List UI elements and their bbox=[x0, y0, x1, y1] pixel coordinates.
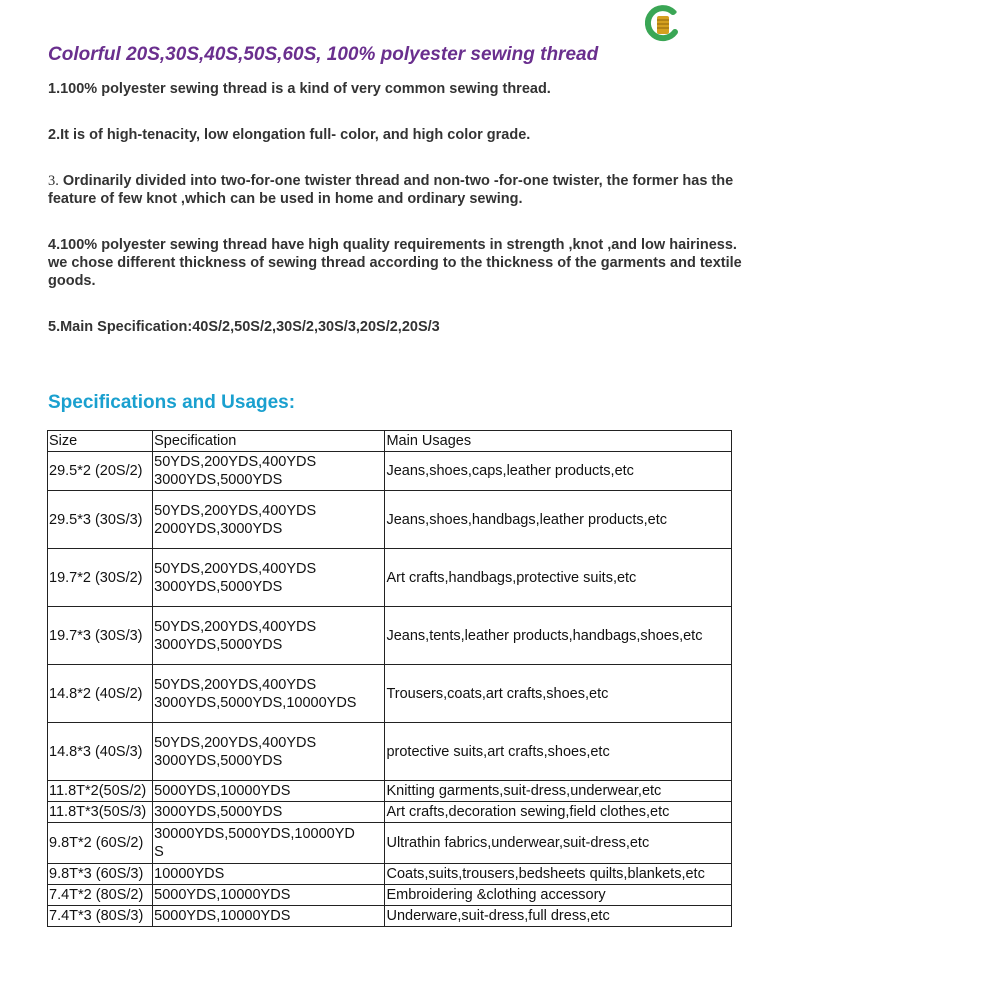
usage-cell: protective suits,art crafts,shoes,etc bbox=[385, 723, 732, 781]
table-row bbox=[48, 864, 732, 885]
usage-cell: Art crafts,decoration sewing,field clothes,etc bbox=[385, 802, 732, 823]
size-cell: 29.5*2 (20S/2) bbox=[48, 452, 153, 491]
spec-cell bbox=[153, 723, 385, 781]
table-row bbox=[48, 885, 732, 906]
header-size: Size bbox=[48, 431, 153, 452]
spec-line: 50YDS,200YDS,400YDS bbox=[154, 454, 317, 470]
spec-cell bbox=[153, 607, 385, 665]
spec-line: 50YDS,200YDS,400YDS bbox=[154, 676, 317, 693]
size-cell: 19.7*3 (30S/3) bbox=[48, 607, 153, 665]
header-specification: Specification bbox=[153, 431, 385, 452]
spec-line: 3000YDS,5000YDS,10000YDS bbox=[154, 694, 357, 711]
usage-cell: Ultrathin fabrics,underwear,suit-dress,etc bbox=[385, 823, 732, 864]
size-cell: 19.7*2 (30S/2) bbox=[48, 549, 153, 607]
size-cell: 7.4T*2 (80S/2) bbox=[48, 885, 153, 906]
spec-line: 50YDS,200YDS,400YDS bbox=[154, 734, 317, 751]
spec-line: 3000YDS,5000YDS bbox=[154, 578, 283, 595]
usage-cell: Underware,suit-dress,full dress,etc bbox=[385, 906, 732, 927]
usage-cell: Jeans,tents,leather products,handbags,shoes,etc bbox=[385, 607, 732, 665]
table-row bbox=[48, 802, 732, 823]
point-4: 4.100% polyester sewing thread have high quality requirements in strength ,knot ,and low hairiness. we chose different thickness of sewing thread according to the thickness of the garments and textile goods. bbox=[48, 237, 742, 289]
spec-cell bbox=[153, 549, 385, 607]
size-cell: 29.5*3 (30S/3) bbox=[48, 491, 153, 549]
usage-cell: Jeans,shoes,caps,leather products,etc bbox=[385, 452, 732, 491]
table-row bbox=[48, 823, 732, 864]
spec-line: S bbox=[154, 844, 164, 860]
point-3-text: Ordinarily divided into two-for-one twister thread and non-two -for-one twister, the former has the feature of few knot ,which can be used in home and ordinary sewing. bbox=[48, 173, 734, 207]
table-row bbox=[48, 665, 732, 723]
size-cell: 7.4T*3 (80S/3) bbox=[48, 906, 153, 927]
size-cell: 14.8*3 (40S/3) bbox=[48, 723, 153, 781]
spec-cell: 5000YDS,10000YDS bbox=[153, 906, 385, 927]
table-header-row bbox=[48, 431, 732, 452]
usage-cell: Art crafts,handbags,protective suits,etc bbox=[385, 549, 732, 607]
table-row bbox=[48, 452, 732, 491]
point-2: 2.It is of high-tenacity, low elongation full- color, and high color grade. bbox=[48, 127, 531, 143]
spec-cell: 5000YDS,10000YDS bbox=[153, 885, 385, 906]
spec-line: 30000YDS,5000YDS,10000YD bbox=[154, 826, 355, 842]
size-cell: 9.8T*3 (60S/3) bbox=[48, 864, 153, 885]
size-cell: 11.8T*2(50S/2) bbox=[48, 781, 153, 802]
usage-cell: Coats,suits,trousers,bedsheets quilts,blankets,etc bbox=[385, 864, 732, 885]
spec-cell bbox=[153, 665, 385, 723]
spec-cell bbox=[153, 491, 385, 549]
point-3 bbox=[48, 172, 748, 208]
spec-line: 50YDS,200YDS,400YDS bbox=[154, 502, 317, 519]
usage-cell: Trousers,coats,art crafts,shoes,etc bbox=[385, 665, 732, 723]
size-cell: 11.8T*3(50S/3) bbox=[48, 802, 153, 823]
table-row bbox=[48, 491, 732, 549]
page-title: Colorful 20S,30S,40S,50S,60S, 100% polyester sewing thread bbox=[48, 44, 599, 65]
point-5: 5.Main Specification:40S/2,50S/2,30S/2,30S/3,20S/2,20S/3 bbox=[48, 319, 440, 335]
spec-line: 3000YDS,5000YDS bbox=[154, 752, 283, 769]
spec-line: 50YDS,200YDS,400YDS bbox=[154, 560, 317, 577]
table-row bbox=[48, 906, 732, 927]
spec-cell: 10000YDS bbox=[153, 864, 385, 885]
spec-cell: 5000YDS,10000YDS bbox=[153, 781, 385, 802]
table-row bbox=[48, 723, 732, 781]
spec-line: 2000YDS,3000YDS bbox=[154, 520, 283, 537]
point-1: 1.100% polyester sewing thread is a kind of very common sewing thread. bbox=[48, 81, 551, 97]
point-3-number: 3. bbox=[48, 173, 59, 189]
section-title: Specifications and Usages: bbox=[48, 392, 296, 413]
usage-cell: Jeans,shoes,handbags,leather products,etc bbox=[385, 491, 732, 549]
spec-cell bbox=[153, 823, 385, 864]
table-row bbox=[48, 781, 732, 802]
usage-cell: Knitting garments,suit-dress,underwear,etc bbox=[385, 781, 732, 802]
spec-line: 3000YDS,5000YDS bbox=[154, 636, 283, 653]
spec-line: 50YDS,200YDS,400YDS bbox=[154, 618, 317, 635]
thread-spool-logo-icon bbox=[643, 4, 683, 44]
spec-cell: 3000YDS,5000YDS bbox=[153, 802, 385, 823]
spec-line: 3000YDS,5000YDS bbox=[154, 472, 283, 488]
header-main-usages: Main Usages bbox=[385, 431, 732, 452]
table-row bbox=[48, 549, 732, 607]
size-cell: 14.8*2 (40S/2) bbox=[48, 665, 153, 723]
usage-cell: Embroidering &clothing accessory bbox=[385, 885, 732, 906]
size-cell: 9.8T*2 (60S/2) bbox=[48, 823, 153, 864]
spec-table bbox=[47, 430, 732, 927]
spec-cell bbox=[153, 452, 385, 491]
table-row bbox=[48, 607, 732, 665]
